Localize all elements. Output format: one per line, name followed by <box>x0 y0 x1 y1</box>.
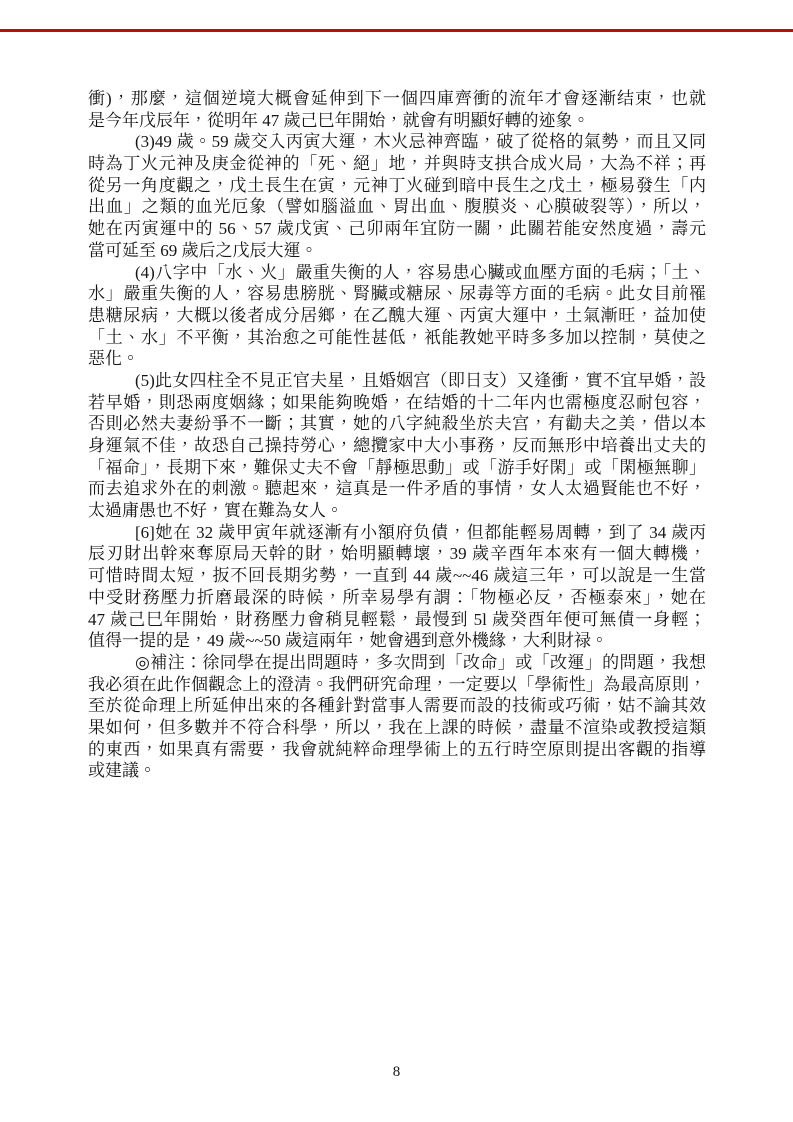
text-line: 否則必然夫妻紛爭不一斷；其實，她的八字純殺坐於夫宫，有勸夫之美，借以本 <box>88 414 706 434</box>
text-line: 或建議。 <box>88 761 156 781</box>
text-line: (5)此女四柱全不見正官夫星，且婚姻宫（即日支）又逢衝，實不宜早婚，設 <box>135 370 706 390</box>
text-line: 值得一提的是，49 歲~~50 歲這兩年，她會遇到意外機緣，大利財禄。 <box>88 631 608 651</box>
text-line: ◎補注：徐同學在提出問題時，多次問到「改命」或「改運」的問題，我想 <box>135 652 706 672</box>
text-line: 的東西，如果真有需要，我會就純粹命理學術上的五行時空原則提出客觀的指導 <box>88 739 706 759</box>
text-line: 衝)，那麼，這個逆境大概會延伸到下一個四庫齊衝的流年才會逐漸结束，也就 <box>88 89 706 108</box>
text-line: 「福命」，長期下來，難保丈夫不會「靜極思動」或「游手好閑」或「閑極無聊」 <box>88 457 706 477</box>
text-line: (3)49 歲。59 歲交入丙寅大運，木火忌神齊臨，破了從格的氣勢，而且又同 <box>135 132 706 152</box>
text-line: 她在丙寅運中的 56、57 歲戊寅、己卯兩年宜防一關，此關若能安然度過，壽元 <box>88 219 706 239</box>
text-line: 出血」之類的血光厄象（譬如腦溢血、胃出血、腹膜炎、心膜破裂等），所以， <box>88 197 706 217</box>
text-line: 是今年戊辰年，從明年 47 歲己巳年開始，就會有明顯好轉的迹象。 <box>88 110 590 130</box>
text-line: 「土、水」不平衡，其治愈之可能性甚低，衹能教她平時多多加以控制，莫使之 <box>88 327 706 347</box>
text-line: 從另一角度觀之，戊土長生在寅，元神丁火碰到暗中長生之戊土，極易發生「内 <box>88 175 706 195</box>
text-line: 若早婚，則恐兩度姻緣；如果能夠晚婚，在结婚的十二年内也需極度忍耐包容， <box>88 392 706 412</box>
text-line: 惡化。 <box>88 349 139 369</box>
text-line: 可惜時間太短，扳不回長期劣勢，一直到 44 歲~~46 歲這三年，可以說是一生當 <box>88 566 706 586</box>
text-line: 47 歲己巳年開始，財務壓力會稍見輕鬆，最慢到 5l 歲癸酉年便可無債一身輕； <box>88 609 706 629</box>
text-line: [6]她在 32 歲甲寅年就逐漸有小額府负債，但都能輕易周轉，到了 34 歲丙 <box>135 522 706 542</box>
text-line: 太過庸愚也不好，實在難為女人。 <box>88 501 343 521</box>
body-text <box>88 88 706 782</box>
top-red-rule <box>0 29 793 32</box>
text-line: (4)八字中「水、火」嚴重失衡的人，容易患心臟或血壓方面的毛病；「土、 <box>135 262 706 282</box>
text-line: 辰刃財出幹來奪原局天幹的財，始明顯轉壞，39 歲辛酉年本來有一個大轉機， <box>88 544 706 564</box>
text-line: 患糖尿病，大概以後者成分居鄉，在乙醜大運、丙寅大運中，土氣漸旺，益加使 <box>88 305 706 325</box>
text-line: 我必須在此作個觀念上的澄清。我們研究命理，一定要以「學術性」為最高原則， <box>88 674 706 694</box>
text-line: 而去追求外在的刺激。聽起來，這真是一件矛盾的事情，女人太過賢能也不好， <box>88 479 706 499</box>
text-line: 果如何，但多數并不符合科學，所以，我在上課的時候，盡量不渲染或教授這類 <box>88 717 706 737</box>
page-number: 8 <box>392 1064 401 1080</box>
text-line: 水」嚴重失衡的人，容易患膀胱、腎臟或糖尿、尿毒等方面的毛病。此女目前罹 <box>88 284 706 304</box>
text-line: 時為丁火元神及庚金從神的「死、絕」地，并與時支拱合成火局，大為不祥；再 <box>88 154 706 174</box>
text-line: 至於從命理上所延伸出來的各種針對當事人需要而設的技術或巧術，姑不論其效 <box>88 696 706 716</box>
text-line: 當可延至 69 歲后之戊辰大運。 <box>88 240 318 260</box>
text-line: 中受財務壓力折磨最深的時候，所幸易學有謂：「物極必反，否極泰來」，她在 <box>88 587 706 607</box>
text-line: 身運氣不佳，故恐自己操持勞心，總攬家中大小事務，反而無形中培養出丈夫的 <box>88 436 706 455</box>
